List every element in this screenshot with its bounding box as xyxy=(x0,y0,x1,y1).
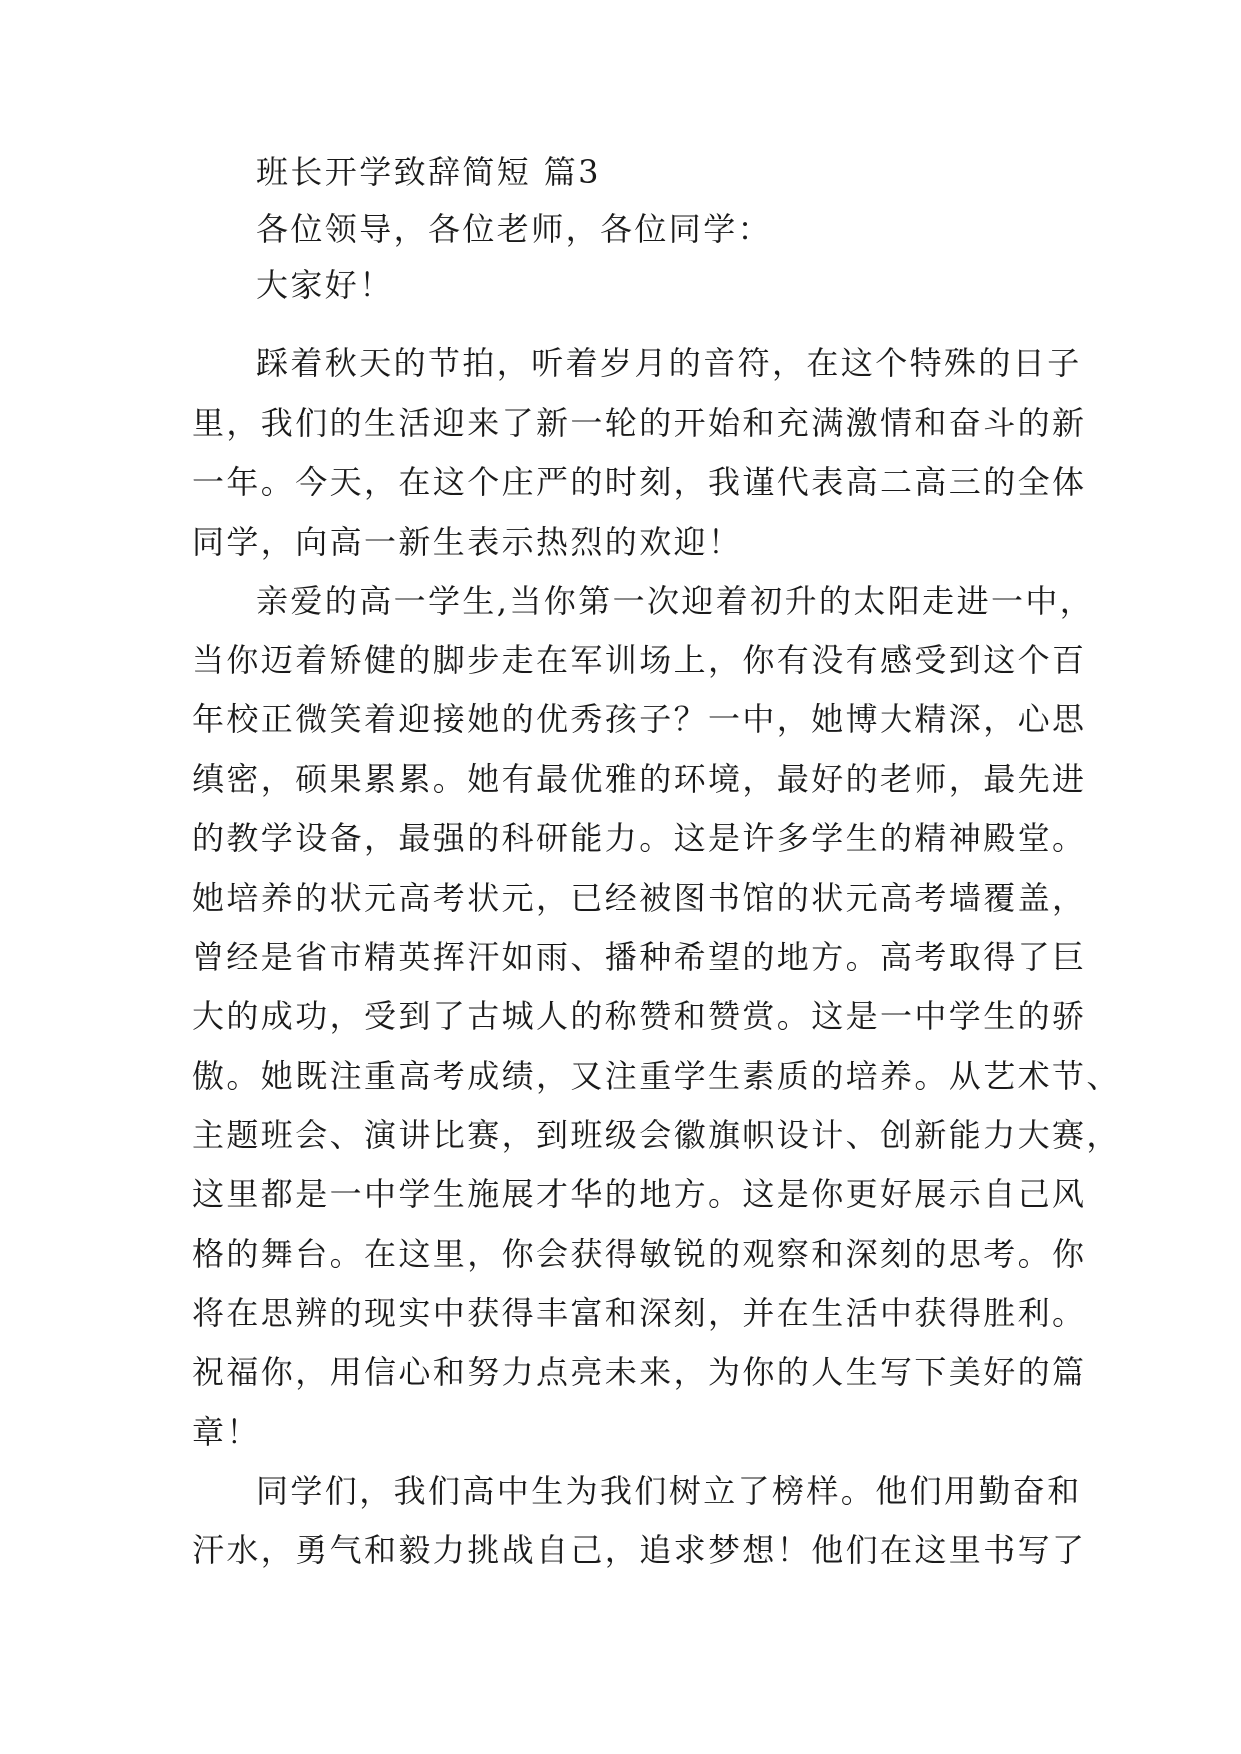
body-line: 当你迈着矫健的脚步走在军训场上，你有没有感受到这个百 xyxy=(192,641,1087,679)
body-line: 大的成功，受到了古城人的称赞和赞赏。这是一中学生的骄 xyxy=(192,997,1087,1035)
body-line: 里，我们的生活迎来了新一轮的开始和充满激情和奋斗的新 xyxy=(192,404,1087,442)
body-line: 曾经是省市精英挥汗如雨、播种希望的地方。高考取得了巨 xyxy=(192,938,1087,976)
body-line: 同学们，我们高中生为我们树立了榜样。他们用勤奋和 xyxy=(256,1472,1082,1510)
document-title: 班长开学致辞简短 篇3 xyxy=(256,153,601,191)
body-line: 一年。今天，在这个庄严的时刻，我谨代表高二高三的全体 xyxy=(192,463,1087,501)
body-line: 将在思辨的现实中获得丰富和深刻，并在生活中获得胜利。 xyxy=(192,1294,1087,1332)
greeting: 大家好！ xyxy=(256,266,394,304)
body-line: 格的舞台。在这里，你会获得敏锐的观察和深刻的思考。你 xyxy=(192,1235,1087,1273)
body-line: 缜密，硕果累累。她有最优雅的环境，最好的老师，最先进 xyxy=(192,760,1087,798)
body-line: 主题班会、演讲比赛，到班级会徽旗帜设计、创新能力大赛， xyxy=(192,1116,1121,1154)
body-line: 祝福你，用信心和努力点亮未来，为你的人生写下美好的篇 xyxy=(192,1353,1087,1391)
body-line: 亲爱的高一学生,当你第一次迎着初升的太阳走进一中， xyxy=(256,582,1095,620)
body-line: 踩着秋天的节拍，听着岁月的音符，在这个特殊的日子 xyxy=(256,344,1082,382)
body-line: 章！ xyxy=(192,1413,261,1451)
body-line: 年校正微笑着迎接她的优秀孩子？一中，她博大精深，心思 xyxy=(192,700,1087,738)
salutation: 各位领导，各位老师，各位同学： xyxy=(256,210,773,248)
body-line: 这里都是一中学生施展才华的地方。这是你更好展示自己风 xyxy=(192,1175,1087,1213)
body-line: 同学，向高一新生表示热烈的欢迎！ xyxy=(192,523,743,561)
body-line: 傲。她既注重高考成绩，又注重学生素质的培养。从艺术节、 xyxy=(192,1057,1121,1095)
body-line: 的教学设备，最强的科研能力。这是许多学生的精神殿堂。 xyxy=(192,819,1087,857)
body-line: 汗水，勇气和毅力挑战自己，追求梦想！他们在这里书写了 xyxy=(192,1531,1087,1569)
body-line: 她培养的状元高考状元，已经被图书馆的状元高考墙覆盖， xyxy=(192,879,1087,917)
